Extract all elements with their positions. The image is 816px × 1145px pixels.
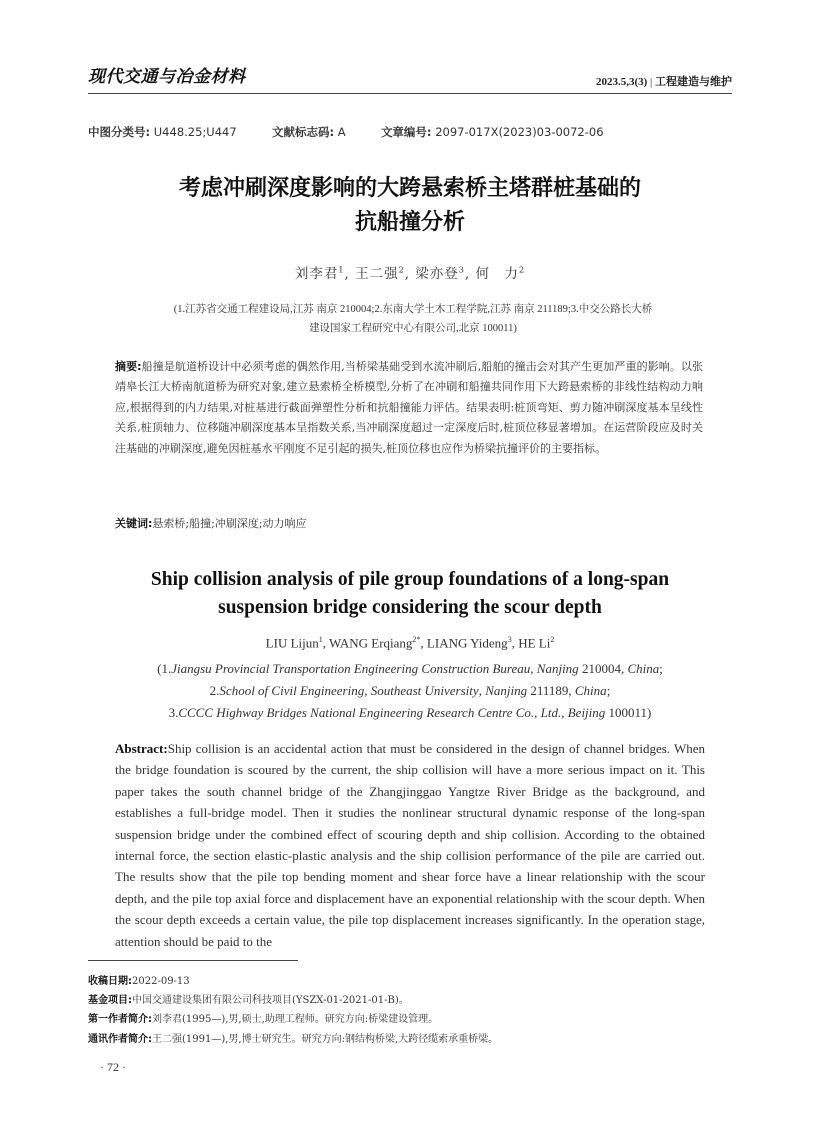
abstract-label: 摘要: xyxy=(115,360,142,373)
affil-postcode: 211189, xyxy=(527,683,575,698)
classification-line xyxy=(88,124,604,140)
footnote-label: 通讯作者简介: xyxy=(88,1033,152,1045)
author-name: WANG Erqiang xyxy=(329,635,413,651)
footnotes xyxy=(88,972,728,1049)
author-affil-mark: 2 xyxy=(398,265,405,275)
footnote-received xyxy=(88,972,728,991)
footnote-value: 王二强(1991—),男,博士研究生。研究方向:钢结构桥梁,大跨径缆索承重桥梁。 xyxy=(152,1033,499,1045)
author-affil-mark: 2 xyxy=(518,265,526,275)
issue-number: 2023.5,3(3) xyxy=(595,76,648,88)
clc-label: 中图分类号: xyxy=(88,125,151,139)
footnote-value: 中国交通建设集团有限公司科技项目(YSZX-01-2021-01-B)。 xyxy=(132,995,409,1007)
author-name: 梁亦登 xyxy=(415,266,459,282)
affiliation-line xyxy=(88,702,732,724)
affiliation-line xyxy=(88,680,732,702)
affil-city: Beijing xyxy=(567,705,606,720)
affil-city: Nanjing xyxy=(485,683,528,698)
affil-org: Southeast University xyxy=(370,683,479,698)
affil-org: School of Civil Engineering xyxy=(219,683,365,698)
running-header xyxy=(88,60,732,94)
affil-org: CCCC Highway Bridges National Engineering Research Centre Co., Ltd. xyxy=(178,705,562,720)
header-separator: | xyxy=(650,76,655,88)
affil-sep: , xyxy=(530,661,537,676)
author-affil-mark: 3 xyxy=(458,265,465,275)
doc-code-value: A xyxy=(337,125,346,139)
author-name: 刘李君 xyxy=(294,266,339,282)
footnote-label: 第一作者简介: xyxy=(88,1014,152,1026)
affiliation-line: 建设国家工程研究中心有限公司,北京 100011) xyxy=(309,323,517,334)
chinese-title xyxy=(88,172,732,240)
clc-value: U448.25;U447 xyxy=(153,125,237,139)
chinese-authors: 刘李君$^1$, 王二强$^2$, 梁亦登$^3$, 何 力$^2$ xyxy=(294,265,526,282)
chinese-affiliations xyxy=(118,300,708,338)
footnote-divider xyxy=(88,960,298,961)
author-name: HE Li xyxy=(518,635,551,651)
affil-postcode: 210004, xyxy=(578,661,628,676)
english-affiliations xyxy=(88,658,732,724)
affil-postcode: 100011) xyxy=(605,705,652,720)
doc-code-label: 文献标志码: xyxy=(271,125,335,139)
affil-country: China xyxy=(627,661,660,676)
author-affil-mark: 1 xyxy=(338,265,345,275)
affil-index: (1. xyxy=(157,661,172,676)
english-authors: LIU Lijun$^1$, WANG Erqiang$^{2*}$, LIANG Yideng$^3$, HE Li$^2$ xyxy=(265,635,555,651)
author-affil-mark: 2 xyxy=(550,635,555,644)
section-name: 工程建造与维护 xyxy=(655,76,732,88)
affil-org: Jiangsu Provincial Transportation Engineering Construction Bureau xyxy=(171,661,531,676)
author-name: LIU Lijun xyxy=(265,635,319,651)
affil-index: 2. xyxy=(209,683,220,698)
affil-end: ; xyxy=(659,661,663,676)
page-number: · 72 · xyxy=(100,1060,126,1074)
journal-logo: 现代交通与冶金材料 xyxy=(88,67,246,87)
article-no-label: 文章编号: xyxy=(380,125,432,139)
affil-city: Nanjing xyxy=(536,661,579,676)
abstract-text: 船撞是航道桥设计中必须考虑的偶然作用,当桥梁基础受到水流冲刷后,船舶的撞击会对其产生更加严重的影响。以张靖皋长江大桥南航道桥为研究对象,建立悬索桥全桥模型,分析了在冲刷和船撞共同作用下大跨悬索桥的非线性结构动力响应,根据得到的内力结果,对桩基进行截面弹塑性分析和抗船撞能力评估。结果表明:桩顶弯矩、剪力随冲刷深度基本呈线性关系,桩顶轴力、位移随冲刷深度基本呈指数关系,当冲刷深度超过一定深度后时,桩顶位移显著增加。在运营阶段应及时关注基础的冲刷深度,避免因桩基水平刚度不足引起的损失,桩顶位移也应作为桥梁抗撞评价的主要指标。 xyxy=(115,360,703,455)
author-name: LIANG Yideng xyxy=(426,635,508,651)
english-abstract xyxy=(115,738,705,952)
chinese-title-line-1: 考虑冲刷深度影响的大跨悬索桥主塔群桩基础的 xyxy=(178,176,641,201)
abstract-label: Abstract: xyxy=(115,741,168,756)
english-title-line-1: Ship collision analysis of pile group foundations of a long-span xyxy=(150,569,670,590)
footnote-label: 收稿日期: xyxy=(88,976,132,987)
affil-sep: , xyxy=(364,683,371,698)
issue-info xyxy=(596,73,732,89)
affiliation-line: (1.江苏省交通工程建设局,江苏 南京 210004;2.东南大学土木工程学院,江苏 南京 211189;3.中交公路长大桥 xyxy=(173,304,653,315)
footnote-value: 2022-09-13 xyxy=(132,976,190,987)
article-no-value: 2097-017X(2023)03-0072-06 xyxy=(435,125,604,139)
footnote-first-author xyxy=(88,1010,728,1029)
author-name: 王二强 xyxy=(355,266,399,282)
header-divider xyxy=(88,93,732,94)
affil-end: ; xyxy=(606,683,611,698)
english-title xyxy=(88,566,732,622)
chinese-title-line-2: 抗船撞分析 xyxy=(354,210,465,235)
keywords-label: 关键词: xyxy=(115,517,153,530)
author-affil-mark: 2* xyxy=(412,635,421,644)
affil-index: 3. xyxy=(168,705,179,720)
affil-country: China xyxy=(574,683,607,698)
affil-sep: , xyxy=(561,705,568,720)
chinese-keywords xyxy=(115,515,703,531)
footnote-value: 刘李君(1995—),男,硕士,助理工程师。研究方向:桥梁建设管理。 xyxy=(152,1014,439,1026)
author-name: 何 力 xyxy=(475,266,519,282)
chinese-abstract xyxy=(115,357,703,459)
english-title-line-2: suspension bridge considering the scour depth xyxy=(218,597,602,618)
abstract-text: Ship collision is an accidental action that must be considered in the design of channel bridges. When the bridge foundation is scoured by the current, the ship collision will have a more serious impact on it. This paper takes the south channel bridge of the Zhangjinggao Yangtze River Bridge as the background, and establishes a full-bridge model. Then it studies the nonlinear structural dynamic response of the long-span suspension bridge under the combined effect of scouring depth and ship collision. According to the obtained internal force, the section elastic-plastic analysis and the ship collision performance of the pile are carried out. The results show that the pile top bending moment and shear force have a linear relationship with the scour depth, and the pile top axial force and displacement have an exponential relationship with the scour depth. When the scour depth exceeds a certain value, the pile top displacement increases significantly. In the operation stage, attention should be paid to the xyxy=(115,741,705,949)
footnote-label: 基金项目: xyxy=(88,995,132,1007)
keywords-text: 悬索桥;船撞;冲刷深度;动力响应 xyxy=(152,517,307,530)
footnote-corresponding-author xyxy=(88,1030,728,1049)
affil-sep: , xyxy=(478,683,486,698)
author-affil-mark: 3 xyxy=(507,635,512,644)
author-affil-mark: 1 xyxy=(318,635,323,644)
footnote-fund xyxy=(88,991,728,1010)
affiliation-line xyxy=(88,658,732,680)
